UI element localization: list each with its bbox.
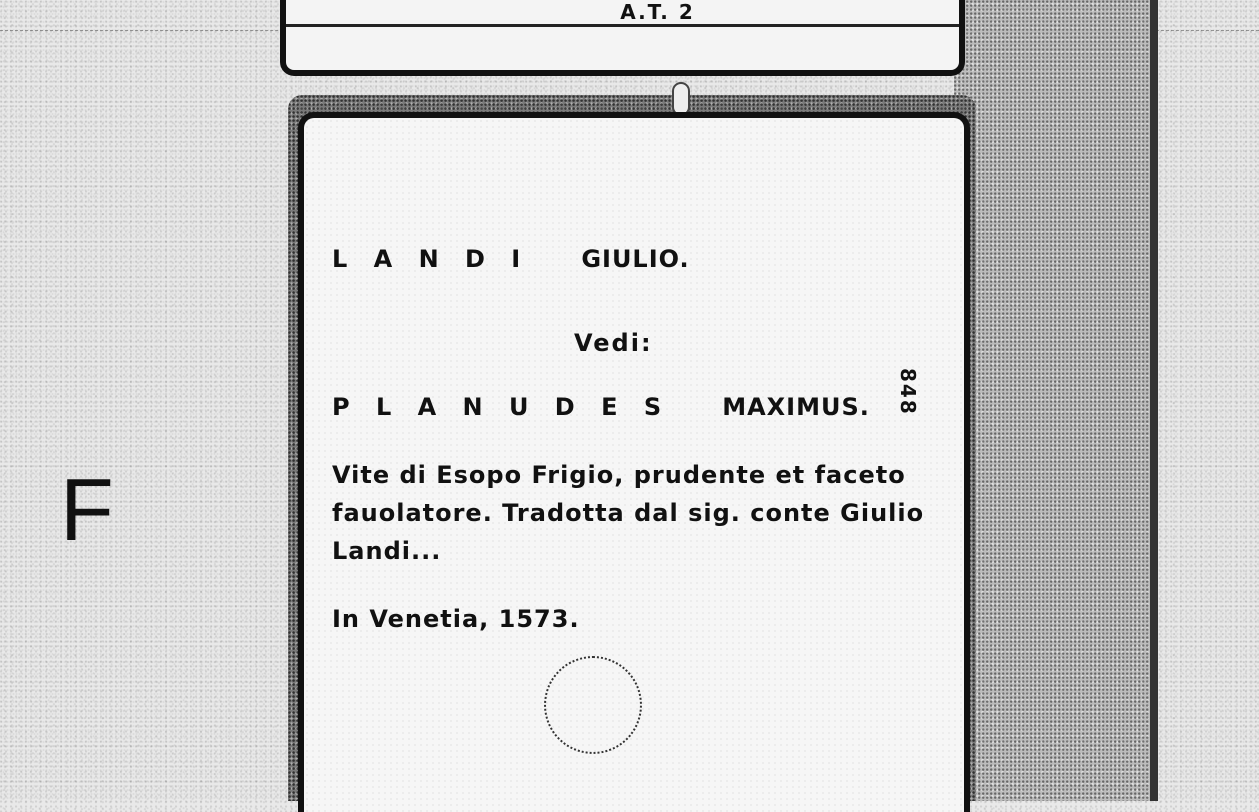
see-author-forename: MAXIMUS. [722, 393, 870, 421]
imprint: In Venetia, 1573. [332, 605, 580, 633]
card-ruled-line [286, 24, 959, 27]
card-rod [672, 82, 690, 116]
see-author-surname: P L A N U D E S [332, 393, 671, 421]
side-number: 848 [896, 368, 920, 416]
catalog-card [298, 112, 970, 812]
punch-hole [544, 656, 642, 754]
previous-catalog-card [280, 0, 965, 76]
call-mark: A.T. 2 [620, 0, 695, 24]
see-author-heading [332, 388, 870, 426]
author-heading [332, 240, 690, 278]
drawer-rail [954, 0, 1158, 801]
title-description: Vite di Esopo Frigio, prudente et faceto fauolatore. Tradotta dal sig. conte Giulio Landi... [332, 461, 925, 565]
tray-letter-label: F [60, 460, 114, 559]
author-forename: GIULIO. [581, 245, 690, 273]
author-surname: L A N D I [332, 245, 530, 273]
see-reference: Vedi: [574, 329, 653, 357]
